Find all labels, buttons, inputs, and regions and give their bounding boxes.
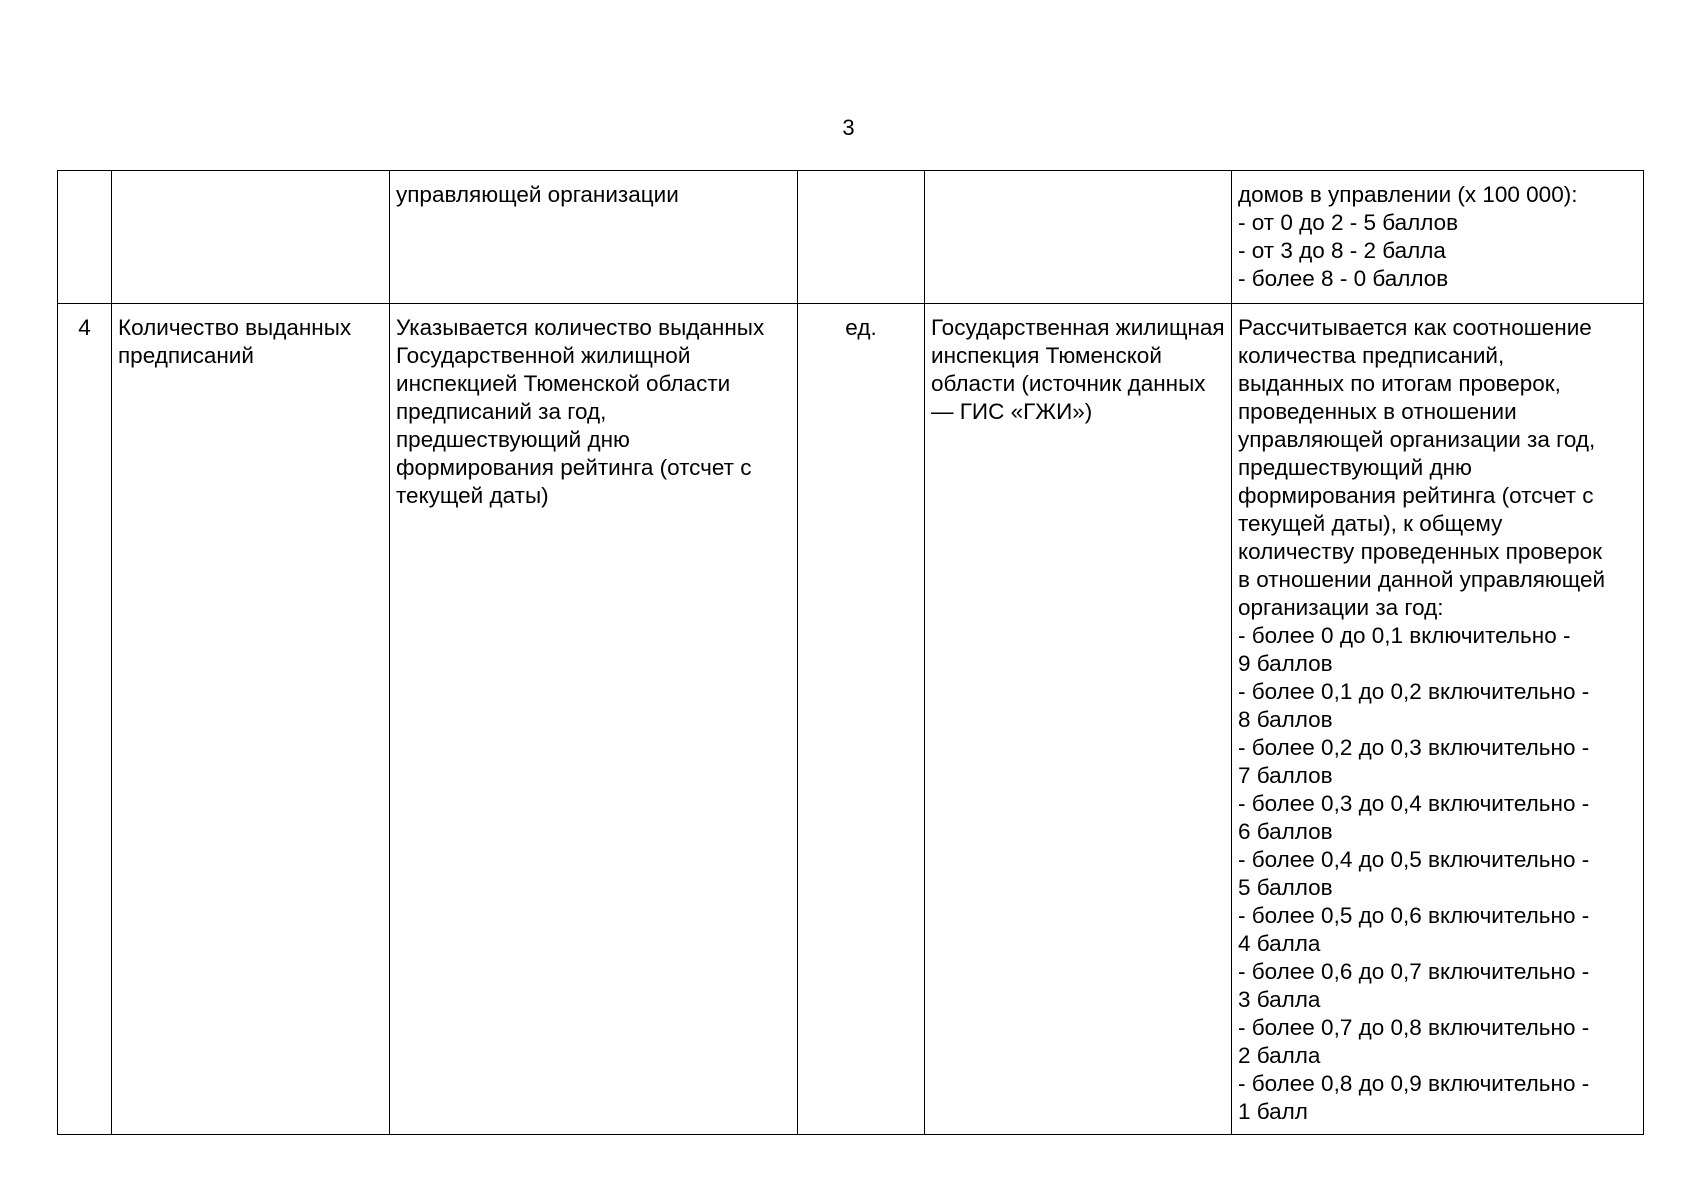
description-cell: Указывается количество выданных Государственной жилищной инспекцией Тюменской области предписаний за год, предшествующий дню формирования рейтинга (отсчет с текущей даты) bbox=[390, 304, 798, 1135]
table-row bbox=[58, 304, 1644, 1135]
calculation-line: 6 баллов bbox=[1238, 819, 1333, 844]
calculation-line: - более 0,4 до 0,5 включительно - bbox=[1238, 847, 1590, 872]
calculation-line: предшествующий дню bbox=[1238, 455, 1472, 480]
source-cell: Государственная жилищная инспекция Тюменской области (источник данных — ГИС «ГЖИ») bbox=[925, 304, 1232, 1135]
calculation-line: количеству проведенных проверок bbox=[1238, 539, 1602, 564]
calculation-line: домов в управлении (х 100 000): bbox=[1238, 182, 1578, 207]
calculation-line: - более 0,3 до 0,4 включительно - bbox=[1238, 791, 1590, 816]
calculation-line: 7 баллов bbox=[1238, 763, 1333, 788]
calculation-line: 8 баллов bbox=[1238, 707, 1333, 732]
calculation-line: - более 0,7 до 0,8 включительно - bbox=[1238, 1015, 1590, 1040]
calculation-line: управляющей организации за год, bbox=[1238, 427, 1596, 452]
calculation-cell bbox=[1232, 171, 1644, 304]
calculation-line: - от 3 до 8 - 2 балла bbox=[1238, 238, 1446, 263]
row-number-cell bbox=[58, 171, 112, 304]
calculation-line: - более 0,5 до 0,6 включительно - bbox=[1238, 903, 1590, 928]
row-number-cell: 4 bbox=[58, 304, 112, 1135]
calculation-line: - более 0 до 0,1 включительно - bbox=[1238, 623, 1571, 648]
indicator-cell: Количество выданных предписаний bbox=[112, 304, 390, 1135]
calculation-line: организации за год: bbox=[1238, 595, 1444, 620]
calculation-line: Рассчитывается как соотношение bbox=[1238, 315, 1592, 340]
calculation-line: - более 0,2 до 0,3 включительно - bbox=[1238, 735, 1590, 760]
table-row bbox=[58, 171, 1644, 304]
calculation-line: 9 баллов bbox=[1238, 651, 1333, 676]
calculation-line: - более 8 - 0 баллов bbox=[1238, 266, 1449, 291]
calculation-line: - от 0 до 2 - 5 баллов bbox=[1238, 210, 1459, 235]
source-cell bbox=[925, 171, 1232, 304]
calculation-line: 3 балла bbox=[1238, 987, 1321, 1012]
criteria-table bbox=[57, 170, 1644, 1135]
indicator-cell bbox=[112, 171, 390, 304]
calculation-line: - более 0,8 до 0,9 включительно - bbox=[1238, 1071, 1590, 1096]
calculation-line: количества предписаний, bbox=[1238, 343, 1505, 368]
calculation-line: проведенных в отношении bbox=[1238, 399, 1517, 424]
calculation-line: - более 0,6 до 0,7 включительно - bbox=[1238, 959, 1590, 984]
calculation-line: 5 баллов bbox=[1238, 875, 1333, 900]
calculation-line: 4 балла bbox=[1238, 931, 1321, 956]
calculation-line: 2 балла bbox=[1238, 1043, 1321, 1068]
page-number: 3 bbox=[842, 115, 855, 140]
calculation-line: - более 0,1 до 0,2 включительно - bbox=[1238, 679, 1590, 704]
calculation-cell bbox=[1232, 304, 1644, 1135]
calculation-line: формирования рейтинга (отсчет с bbox=[1238, 483, 1594, 508]
calculation-line: в отношении данной управляющей bbox=[1238, 567, 1606, 592]
calculation-line: текущей даты), к общему bbox=[1238, 511, 1503, 536]
description-cell: управляющей организации bbox=[390, 171, 798, 304]
unit-cell: ед. bbox=[798, 304, 925, 1135]
calculation-line: 1 балл bbox=[1238, 1099, 1308, 1124]
unit-cell bbox=[798, 171, 925, 304]
calculation-line: выданных по итогам проверок, bbox=[1238, 371, 1561, 396]
